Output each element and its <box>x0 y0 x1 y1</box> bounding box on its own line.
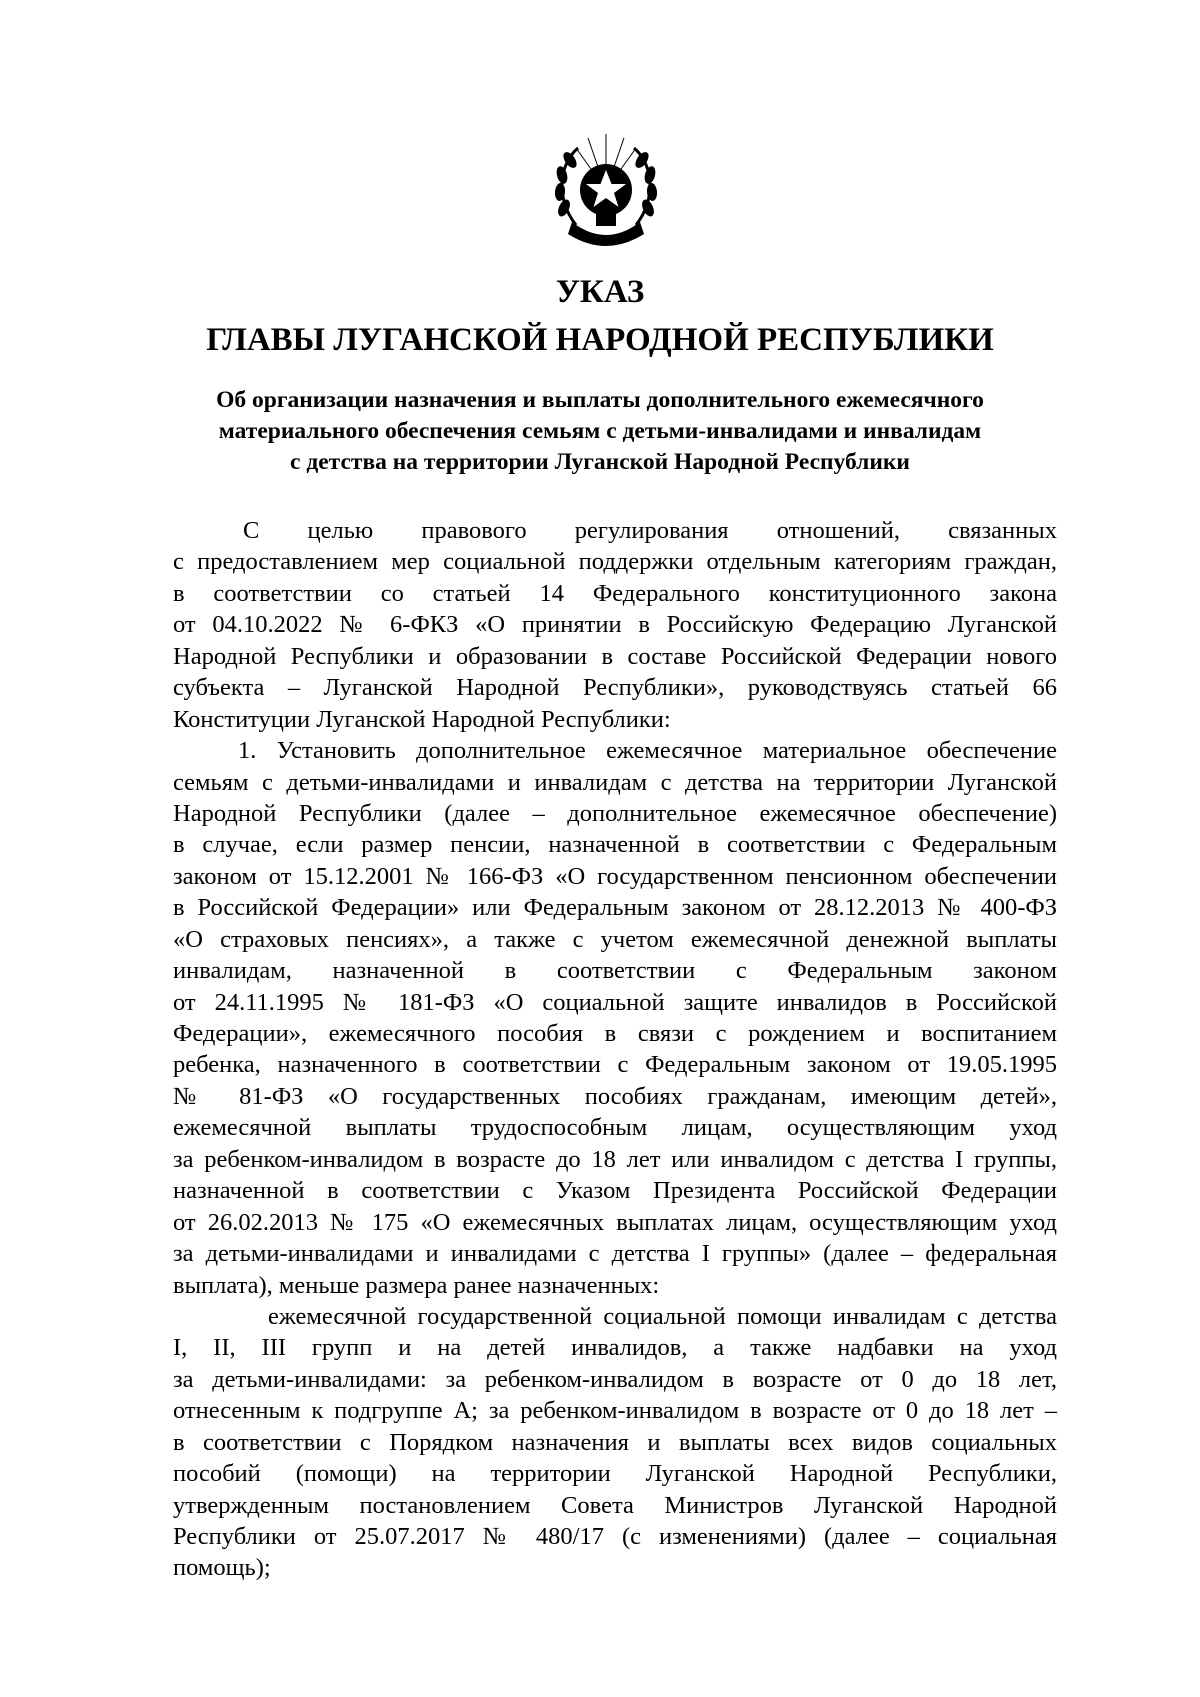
item1-line: в Российской Федерации» или Федеральным законом от 28.12.2013 № 400-ФЗ <box>173 894 1057 922</box>
item1-line: от 26.02.2013 № 175 «О ежемесячных выплатах лицам, осуществляющим уход <box>173 1208 1057 1236</box>
decree-body <box>173 515 1057 1584</box>
preamble-line: от 04.10.2022 № 6-ФКЗ «О принятии в Российскую Федерацию Луганской <box>173 611 1057 639</box>
item1-sub-line: в соответствии с Порядком назначения и выплаты всех видов социальных <box>173 1428 1057 1456</box>
preamble-line: Народной Республики и образовании в составе Российской Федерации нового <box>173 642 1057 670</box>
item1-line: законом от 15.12.2001 № 166-ФЗ «О государственном пенсионном обеспечении <box>173 862 1057 890</box>
decree-subject <box>150 385 1050 478</box>
item1-line: выплата), меньше размера ранее назначенных: <box>173 1271 660 1299</box>
item1-sub-line: ежемесячной государственной социальной помощи инвалидам с детства <box>268 1302 1057 1330</box>
item1-line: назначенной в соответствии с Указом Президента Российской Федерации <box>173 1177 1057 1205</box>
item1-line: инвалидам, назначенной в соответствии с Федеральным законом <box>173 957 1057 985</box>
decree-issuer: ГЛАВЫ ЛУГАНСКОЙ НАРОДНОЙ РЕСПУБЛИКИ <box>206 322 994 358</box>
subject-line: с детства на территории Луганской Народной Республики <box>290 449 910 475</box>
item1-sub-line: I, II, III групп и на детей инвалидов, а также надбавки на уход <box>173 1334 1057 1362</box>
item1-sub-line: помощь); <box>173 1554 271 1582</box>
subject-line: материального обеспечения семьям с детьми-инвалидами и инвалидам <box>218 418 982 444</box>
preamble-line: в соответствии со статьей 14 Федерального конституционного закона <box>173 579 1057 607</box>
preamble-line: с предоставлением мер социальной поддержки отдельным категориям граждан, <box>173 548 1057 576</box>
item1-line: за ребенком-инвалидом в возрасте до 18 лет или инвалидом с детства I группы, <box>173 1145 1057 1173</box>
item1-line: «О страховых пенсиях», а также с учетом ежемесячной денежной выплаты <box>173 925 1057 953</box>
item1-line: семьям с детьми-инвалидами и инвалидам с детства на территории Луганской <box>173 768 1057 796</box>
decree-title: УКАЗ <box>555 274 645 310</box>
item1-sub-line: за детьми-инвалидами: за ребенком-инвалидом в возрасте от 0 до 18 лет, <box>173 1365 1057 1393</box>
preamble-line: С целью правового регулирования отношений, связанных <box>243 517 1057 544</box>
item1-line: Народной Республики (далее – дополнительное ежемесячное обеспечение) <box>173 799 1057 827</box>
item1-sub-line: утвержденным постановлением Совета Министров Луганской Народной <box>173 1491 1057 1519</box>
preamble-line: Конституции Луганской Народной Республики: <box>173 705 671 733</box>
item1-line: за детьми-инвалидами и инвалидами с детства I группы» (далее – федеральная <box>173 1240 1057 1268</box>
item1-line: 1. Установить дополнительное ежемесячное материальное обеспечение <box>238 737 1057 765</box>
item1-line: от 24.11.1995 № 181-ФЗ «О социальной защите инвалидов в Российской <box>173 988 1057 1016</box>
item1-line: ребенка, назначенного в соответствии с Федеральным законом от 19.05.1995 <box>173 1051 1057 1079</box>
item1-line: Федерации», ежемесячного пособия в связи с рождением и воспитанием <box>173 1020 1057 1047</box>
item1-sub-line: Республики от 25.07.2017 № 480/17 (с изменениями) (далее – социальная <box>173 1523 1057 1550</box>
item1-sub-line: пособий (помощи) на территории Луганской Народной Республики, <box>173 1460 1057 1488</box>
subject-line: Об организации назначения и выплаты дополнительного ежемесячного <box>216 387 984 413</box>
preamble-line: субъекта – Луганской Народной Республики», руководствуясь статьей 66 <box>173 674 1057 702</box>
item1-line: № 81-ФЗ «О государственных пособиях гражданам, имеющим детей», <box>173 1082 1057 1110</box>
item1-line: в случае, если размер пенсии, назначенной в соответствии с Федеральным <box>173 831 1057 859</box>
item1-sub-line: отнесенным к подгруппе А; за ребенком-инвалидом в возрасте от 0 до 18 лет – <box>173 1397 1057 1425</box>
item1-line: ежемесячной выплаты трудоспособным лицам, осуществляющим уход <box>173 1114 1057 1142</box>
lpr-coat-of-arms-icon <box>548 130 664 250</box>
